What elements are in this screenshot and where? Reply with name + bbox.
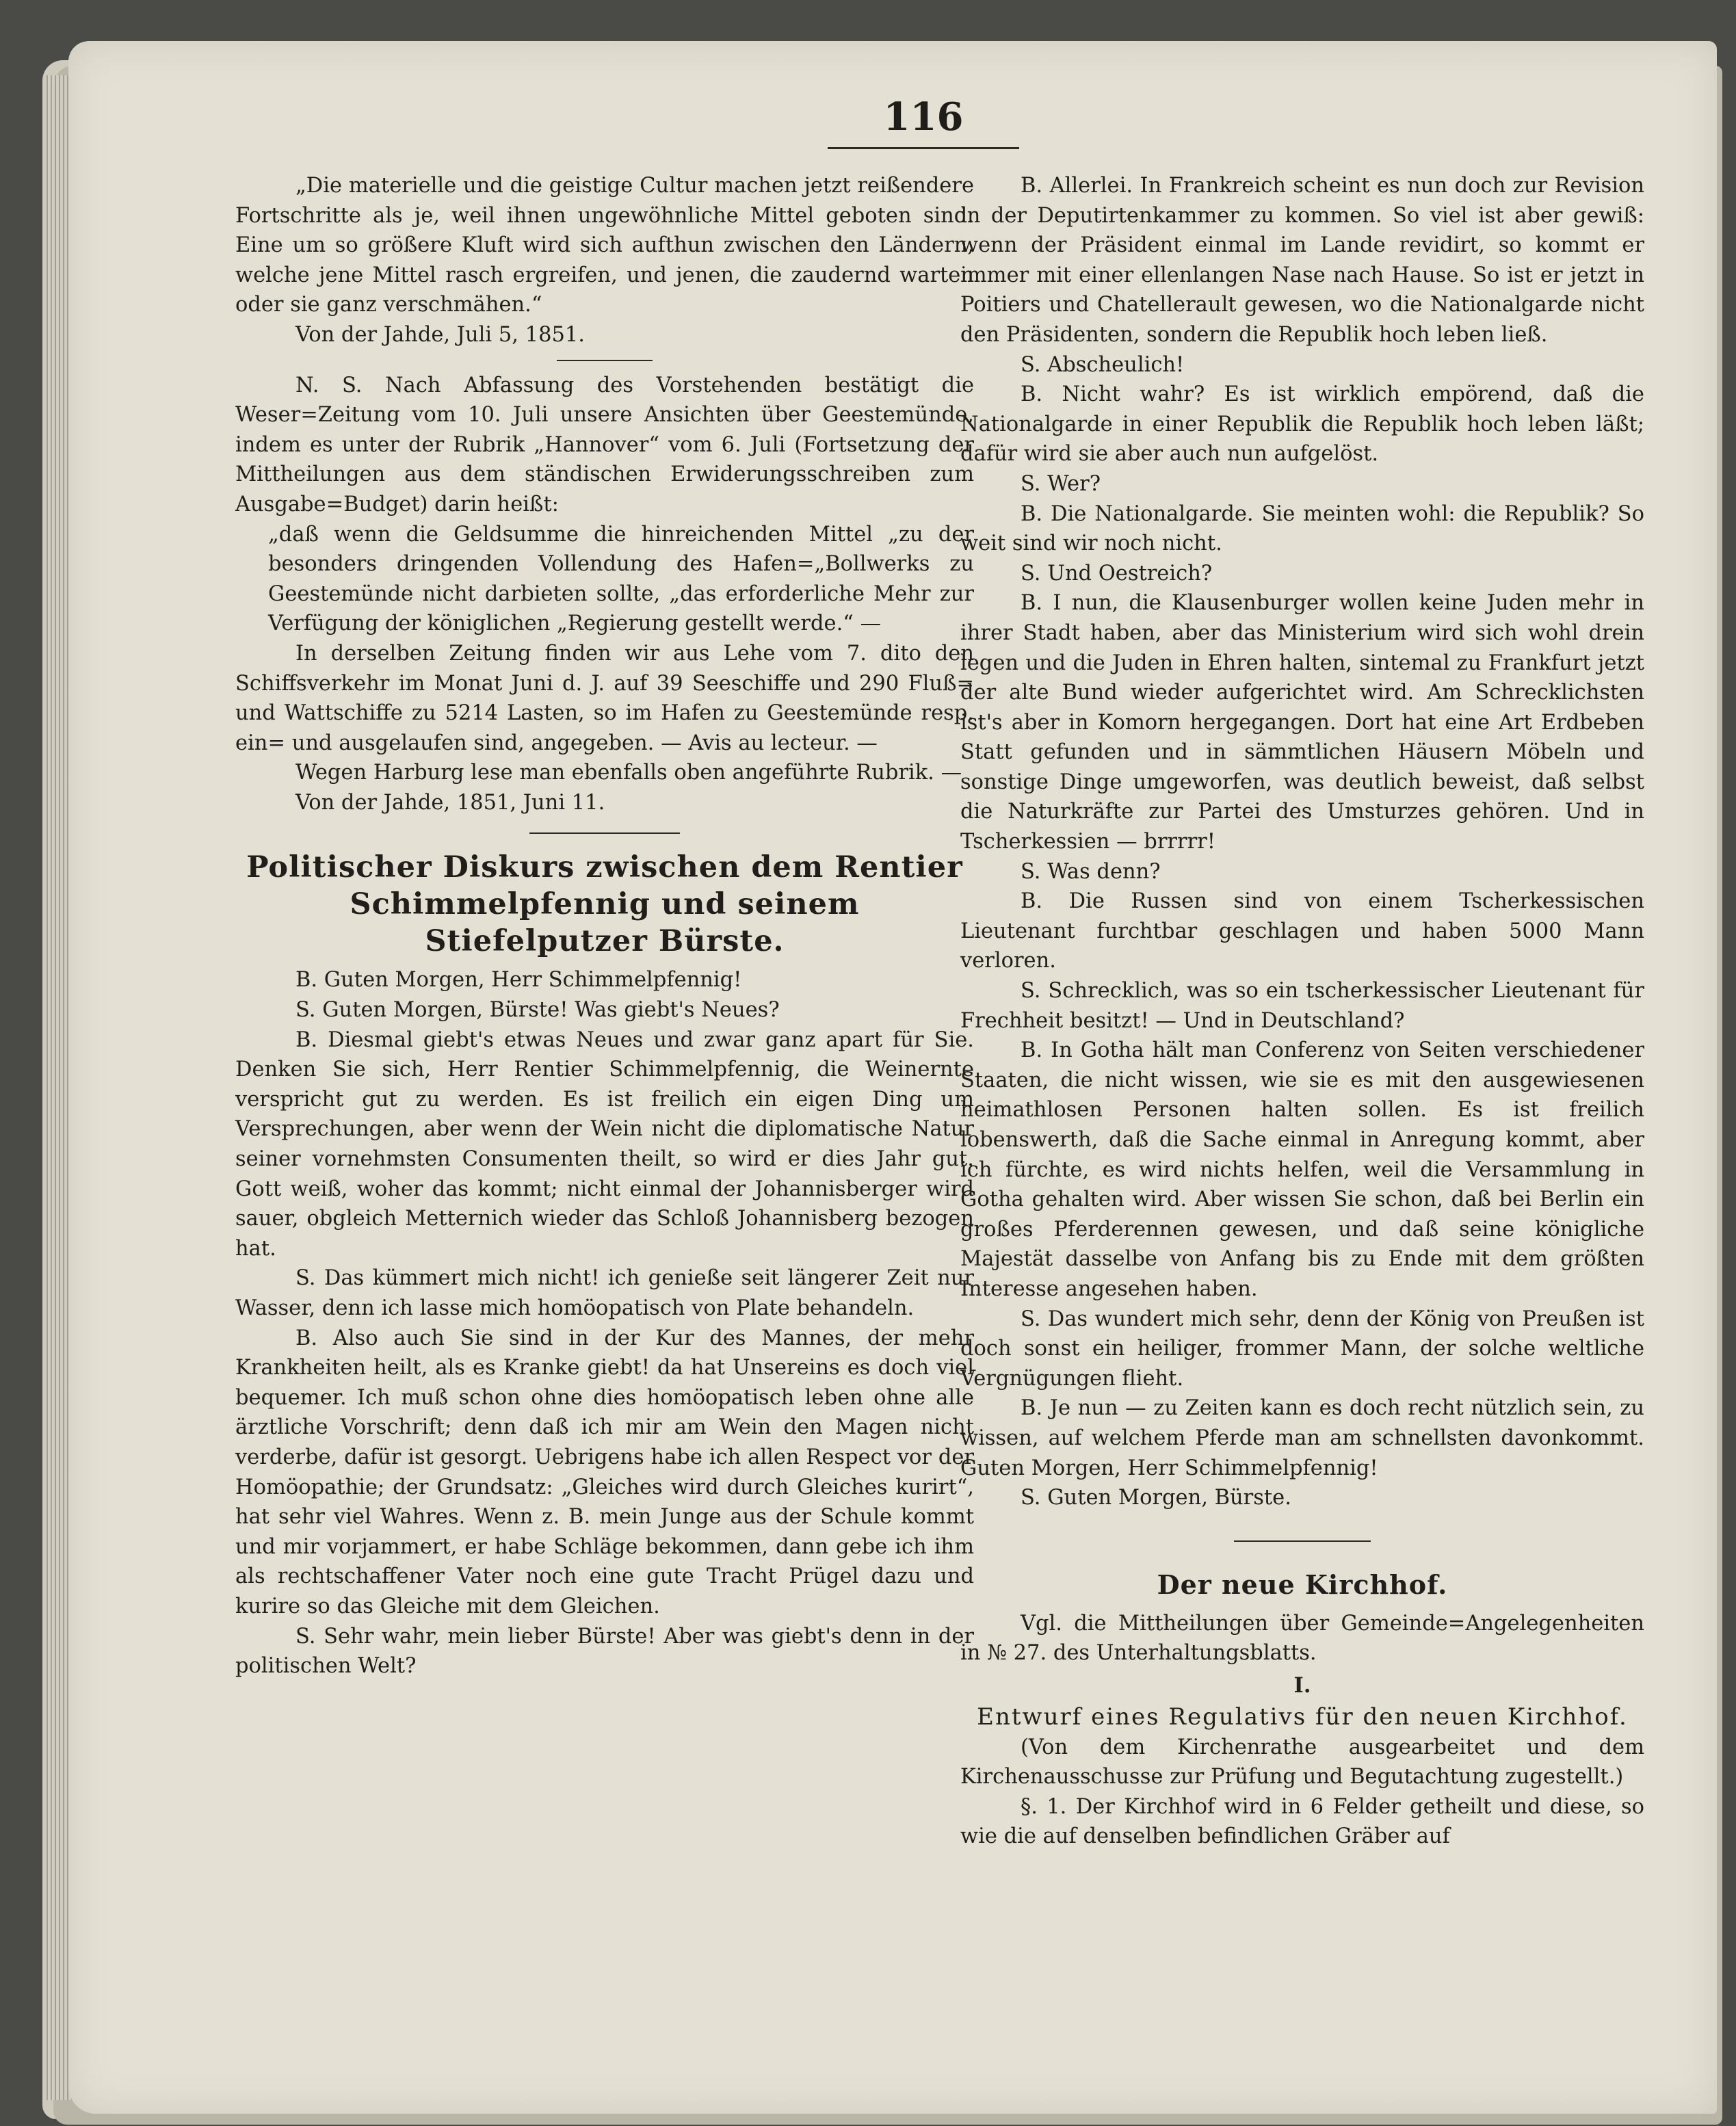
dialogue-line: B. Guten Morgen, Herr Schimmelpfennig! [295,968,742,993]
dialogue-line: S. Guten Morgen, Bürste! Was giebt's Neues? [295,998,780,1023]
dialogue-line: S. Schrecklich, was so ein tscherkessischer Lieutenant für Frechheit besitzt! — Und in Deutschland? [960,979,1644,1033]
dialogue-line: S. Guten Morgen, Bürste. [1021,1486,1291,1510]
dateline: Von der Jahde, 1851, Juni 11. [295,790,605,815]
dialogue-line: S. Was denn? [1021,859,1161,884]
dialogue-line: S. Abscheulich! [1021,352,1185,377]
dialogue-line: B. Die Russen sind von einem Tscherkessischen Lieutenant furchtbar geschlagen und haben 5000 Mann verloren. [960,889,1644,973]
article-heading: Der neue Kirchhof. [1157,1569,1448,1600]
dialogue-line: S. Und Oestreich? [1021,561,1213,586]
dialogue-line: B. In Gotha hält man Conferenz von Seiten verschiedener Staaten, die nicht wissen, wie sie es mit den ausgewiesenen heimathlosen Personen halten sollen. Es ist freilich lobenswerth, daß die Sache einmal in Anregung kommt, aber ich fürchte, es wird nichts helfen, weil die Versammlung in Gotha gehalten wird. Aber wissen Sie schon, daß bei Berlin ein großes Pferderennen gewesen, und daß seine königliche Majestät dasselbe von Anfang bis zu Ende mit dem größten Interesse angesehen haben. [960,1038,1644,1301]
dialogue-line: B. Die Nationalgarde. Sie meinten wohl: die Republik? So weit sind wir noch nicht. [960,501,1644,556]
note-paragraph: (Von dem Kirchenrathe ausgearbeitet und dem Kirchenausschusse zur Prüfung und Begutachtung zugestellt.) [960,1735,1644,1789]
section-numeral: I. [1293,1672,1311,1698]
dialogue-line: B. Nicht wahr? Es ist wirklich empörend, daß die Nationalgarde in einer Republik die Republik hoch leben läßt; dafür wird sie aber auch nun aufgelöst. [960,382,1644,467]
dialogue-line: S. Sehr wahr, mein lieber Bürste! Aber was giebt's denn in der politischen Welt? [235,1624,974,1679]
divider [557,360,653,361]
divider [1234,1540,1371,1542]
dialogue-line: B. Diesmal giebt's etwas Neues und zwar ganz apart für Sie. Denken Sie sich, Herr Rentier Schimmelpfennig, die Weinernte verspricht gut zu werden. Es ist freilich ein eigen Ding um Versprechungen, aber wenn der Wein nicht die diplomatische Natur seiner vornehmsten Consumenten theilt, so wird er dies Jahr gut. Gott weiß, woher das kommt; nicht einmal der Johannisberger wird sauer, obgleich Metternich wieder das Schloß Johannisberg bezogen hat. [235,1027,974,1261]
page-number: 116 [883,94,964,140]
postscript-paragraph: N. S. Nach Abfassung des Vorstehenden bestätigt die Weser=Zeitung vom 10. Juli unsere Ansichten über Geestemünde, indem es unter der Rubrik „Hannover“ vom 6. Juli (Fortsetzung der Mittheilungen aus dem ständischen Erwiderungsschreiben zum Ausgabe=Budget) darin heißt: [235,373,974,516]
divider [529,832,680,834]
dialogue-line: S. Wer? [1021,471,1101,496]
dialogue-line: B. I nun, die Klausenburger wollen keine Juden mehr in ihrer Stadt haben, aber das Ministerium wird sich wohl drein legen und die Juden in Ehren halten, sintemal zu Frankfurt jetzt der alte Bund wieder aufgerichtet wird. Am Schrecklichsten ist's aber in Komorn hergegangen. Dort hat eine Art Erdbeben Statt gefunden und in sämmtlichen Häusern Möbeln und sonstige Dinge umgeworfen, was deutlich beweist, daß selbst die Naturkräfte zur Partei des Umsturzes gehören. Und in Tscherkessien — brrrrr! [960,591,1644,854]
right-column [960,171,1644,1852]
article-heading: Politischer Diskurs zwischen dem Rentier Schimmelpfennig und seinem Stiefelputzer Bürste. [246,850,963,959]
harburg-paragraph: Wegen Harburg lese man ebenfalls oben angeführte Rubrik. — [295,761,962,785]
dateline: Von der Jahde, Juli 5, 1851. [295,322,585,347]
section-paragraph: §. 1. Der Kirchhof wird in 6 Felder getheilt und diese, so wie die auf denselben befindlichen Gräber auf [960,1794,1644,1849]
quote-paragraph: „Die materielle und die geistige Cultur machen jetzt reißendere Fortschritte als je, weil ihnen ungewöhnliche Mittel geboten sind. Eine um so größere Kluft wird sich aufthun zwischen den Ländern, welche jene Mittel rasch ergreifen, und jenen, die zaudernd warten oder sie ganz verschmähen.“ [235,174,974,317]
dialogue-line: S. Das wundert mich sehr, denn der König von Preußen ist doch sonst ein heiliger, frommer Mann, der solche weltliche Vergnügungen flieht. [960,1307,1644,1391]
intro-paragraph: Vgl. die Mittheilungen über Gemeinde=Angelegenheiten in № 27. des Unterhaltungsblatts. [960,1611,1644,1666]
sub-heading: Entwurf eines Regulativs für den neuen Kirchhof. [977,1703,1628,1731]
cited-quote: „daß wenn die Geldsumme die hinreichenden Mittel „zu der besonders dringenden Vollendung des Hafen=„Bollwerks zu Geestemünde nicht darbieten sollte, „das erforderliche Mehr zur Verfügung der königlichen „Regierung gestellt werde.“ — [268,522,974,636]
dialogue-line: B. Je nun — zu Zeiten kann es doch recht nützlich sein, zu wissen, auf welchem Pferde man am schnellsten davonkommt. Guten Morgen, Herr Schimmelpfennig! [960,1396,1644,1480]
left-column [235,171,974,1681]
dialogue-line: B. Also auch Sie sind in der Kur des Mannes, der mehr Krankheiten heilt, als es Kranke giebt! da hat Unsereins es doch viel bequemer. Ich muß schon ohne dies homöopatisch leben ohne alle ärztliche Vorschrift; denn daß ich mir am Wein den Magen nicht verderbe, dafür ist gesorgt. Uebrigens habe ich allen Respect vor der Homöopathie; der Grundsatz: „Gleiches wird durch Gleiches kurirt“, hat sehr viel Wahres. Wenn z. B. mein Junge aus der Schule kommt und mir vorjammert, er habe Schläge bekommen, dann gebe ich ihm als rechtschaffener Vater noch eine gute Tracht Prügel dazu und kurire so das Gleiche mit dem Gleichen. [235,1326,974,1618]
shipping-paragraph: In derselben Zeitung finden wir aus Lehe vom 7. dito den Schiffsverkehr im Monat Juni d. J. auf 39 Seeschiffe und 290 Fluß= und Wattschiffe zu 5214 Lasten, so im Hafen zu Geestemünde resp. ein= und ausgelaufen sind, angegeben. — Avis au lecteur. — [235,641,974,755]
dialogue-line: S. Das kümmert mich nicht! ich genieße seit längerer Zeit nur Wasser, denn ich lasse mich homöopatisch von Plate behandeln. [235,1266,974,1320]
page-number-rule [828,147,1019,149]
dialogue-line: B. Allerlei. In Frankreich scheint es nun doch zur Revision in der Deputirtenkammer zu kommen. So viel ist aber gewiß: wenn der Präsident einmal im Lande revidirt, so kommt er immer mit einer ellenlangen Nase nach Hause. So ist er jetzt in Poitiers und Chatellerault gewesen, wo die Nationalgarde nicht den Präsidenten, sondern die Republik hoch leben ließ. [960,174,1644,347]
